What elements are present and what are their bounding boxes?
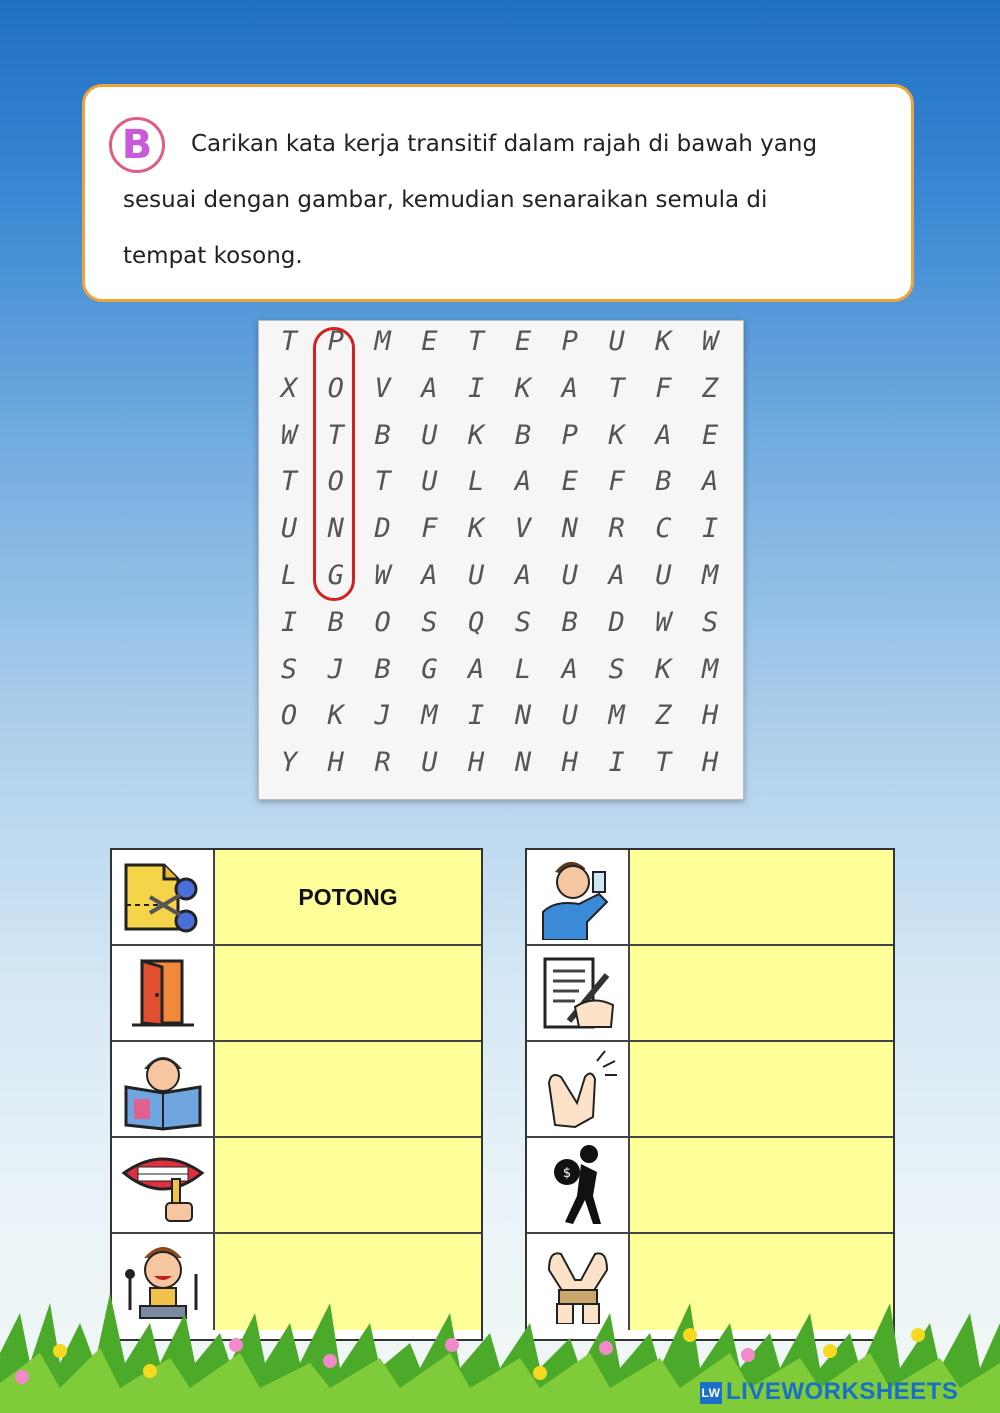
brand-mark: LW	[700, 1382, 722, 1404]
writing-hand-icon	[527, 946, 630, 1040]
man-drinking-icon	[527, 850, 630, 944]
grid-letter: M	[374, 326, 391, 357]
grid-letter: U	[561, 560, 578, 591]
grid-letter: B	[655, 466, 672, 498]
grid-letter: W	[374, 560, 391, 591]
clapping-hands-icon	[527, 1042, 630, 1136]
grid-letter: K	[608, 419, 625, 451]
grid-letter: Q	[468, 606, 485, 638]
grid-letter: N	[327, 513, 344, 545]
brushing-teeth-icon	[112, 1138, 215, 1232]
grid-letter: J	[327, 653, 344, 685]
instruction-line-1: Carikan kata kerja transitif dalam rajah di bawah yang	[191, 131, 818, 157]
grid-letter: F	[421, 513, 438, 545]
grid-letter: K	[655, 653, 672, 685]
grid-letter: I	[468, 372, 485, 404]
table-row	[527, 850, 893, 946]
grid-letter: S	[608, 653, 625, 685]
grid-letter: W	[655, 606, 672, 638]
section-badge: B	[109, 117, 165, 173]
found-word-ring	[313, 327, 355, 601]
grid-letter: T	[327, 419, 344, 451]
grid-letter: Y	[280, 747, 298, 779]
grid-letter: S	[280, 653, 298, 685]
grid-letter: O	[327, 372, 344, 404]
thief-with-money-bag-icon	[527, 1138, 630, 1232]
grid-letter: K	[514, 372, 532, 404]
grid-letter: U	[421, 747, 438, 779]
grid-letter: V	[514, 513, 532, 545]
grid-letter: I	[280, 606, 298, 638]
grid-letter: V	[374, 372, 391, 404]
grid-letter: U	[561, 700, 578, 732]
grid-letter: E	[421, 326, 438, 357]
grid-letter: H	[561, 747, 578, 779]
grid-letter: E	[514, 326, 532, 357]
grid-letter: A	[514, 466, 532, 498]
grid-letter: I	[608, 747, 625, 779]
answer-field-3[interactable]	[215, 1042, 481, 1136]
grid-letter: B	[561, 606, 578, 638]
grid-letter: P	[561, 419, 578, 451]
grid-letter: C	[655, 513, 672, 545]
grid-letter: K	[655, 326, 672, 357]
answer-field-2[interactable]	[215, 946, 481, 1040]
grid-letter: H	[702, 747, 719, 779]
grid-letter: J	[374, 700, 391, 732]
answer-field-6[interactable]	[630, 850, 893, 944]
grid-letter: A	[561, 372, 578, 404]
grid-letter: O	[327, 466, 344, 498]
grid-letter: T	[374, 466, 391, 498]
table-row	[112, 850, 481, 946]
table-row	[112, 1138, 481, 1234]
grid-letter: A	[421, 372, 438, 404]
grid-letter: D	[374, 513, 391, 545]
open-door-icon	[112, 946, 215, 1040]
grid-letter: T	[608, 372, 625, 404]
grid-letter: E	[702, 419, 719, 451]
grid-letter: L	[468, 466, 485, 498]
grid-letter: Z	[655, 700, 672, 732]
instruction-line-2: sesuai dengan gambar, kemudian senaraikan semula di	[123, 187, 768, 213]
grid-letter: H	[327, 747, 344, 779]
answer-field-9[interactable]	[630, 1138, 893, 1232]
grid-letter: W	[280, 419, 298, 451]
grid-letter: F	[655, 372, 672, 404]
liveworksheets-logo	[700, 1378, 958, 1406]
grid-letter: H	[702, 700, 719, 732]
answer-table-left	[110, 848, 483, 1341]
grid-letter: K	[327, 700, 344, 732]
grid-letter: D	[608, 606, 625, 638]
grid-letter: U	[655, 560, 672, 591]
grid-letter: Z	[702, 372, 719, 404]
table-row	[527, 1138, 893, 1234]
grid-letter: S	[702, 606, 719, 638]
grid-letter: N	[514, 700, 532, 732]
grid-letter: G	[421, 653, 438, 685]
table-row	[527, 946, 893, 1042]
answer-field-7[interactable]	[630, 946, 893, 1040]
grid-letter: M	[702, 653, 719, 685]
answer-field-4[interactable]	[215, 1138, 481, 1232]
grid-letter: A	[514, 560, 532, 591]
grid-letter: U	[280, 513, 298, 545]
grid-letter: A	[421, 560, 438, 591]
grid-letter: M	[702, 560, 719, 591]
grid-letter: P	[561, 326, 578, 357]
grid-letter: N	[514, 747, 532, 779]
grid-letter: I	[468, 700, 485, 732]
grid-letter: R	[374, 747, 391, 779]
grid-letter: A	[608, 560, 625, 591]
grid-letter: B	[514, 419, 532, 451]
grid-letter: P	[327, 326, 344, 357]
grid-letter: U	[608, 326, 625, 357]
grid-letter: L	[280, 560, 298, 591]
grid-letter: N	[561, 513, 578, 545]
grid-letter: E	[561, 466, 578, 498]
grid-letter: G	[327, 560, 344, 591]
table-row	[527, 1042, 893, 1138]
grid-letter: X	[280, 372, 298, 404]
grid-letter: H	[468, 747, 485, 779]
grid-letter: T	[280, 326, 298, 357]
grid-letter: M	[421, 700, 438, 732]
answer-field-8[interactable]	[630, 1042, 893, 1136]
instruction-line-3: tempat kosong.	[123, 243, 303, 269]
grid-letter: K	[468, 513, 485, 545]
answer-field-1[interactable]: POTONG	[215, 850, 481, 944]
grid-letter: T	[280, 466, 298, 498]
grid-letter: A	[468, 653, 485, 685]
scissors-cutting-paper-icon	[112, 850, 215, 944]
grid-letter: F	[608, 466, 625, 498]
grid-letter: O	[280, 700, 298, 732]
boy-reading-book-icon	[112, 1042, 215, 1136]
grid-letter: O	[374, 606, 391, 638]
grid-letter: U	[421, 419, 438, 451]
table-row	[112, 946, 481, 1042]
grid-letter: U	[421, 466, 438, 498]
instruction-box	[82, 84, 914, 302]
grid-letter: T	[468, 326, 485, 357]
grid-letter: A	[561, 653, 578, 685]
grid-letter: U	[468, 560, 485, 591]
grid-letter: T	[655, 747, 672, 779]
grid-letter: B	[374, 419, 391, 451]
grid-letter: W	[702, 326, 719, 357]
grid-letter: K	[468, 419, 485, 451]
grid-letter: L	[514, 653, 532, 685]
grid-letter: S	[514, 606, 532, 638]
grid-letter: A	[702, 466, 719, 498]
brand-text: LIVEWORKSHEETS	[726, 1378, 959, 1405]
svg-text:$: $	[562, 1166, 571, 1181]
grid-letter: M	[608, 700, 625, 732]
grid-letter: B	[327, 606, 344, 638]
grid-letter: S	[421, 606, 438, 638]
grid-letter: R	[608, 513, 625, 545]
grid-letter: B	[374, 653, 391, 685]
answer-table-right	[525, 848, 895, 1341]
table-row	[112, 1042, 481, 1138]
grid-letter: I	[702, 513, 719, 545]
grid-letter: A	[655, 419, 672, 451]
